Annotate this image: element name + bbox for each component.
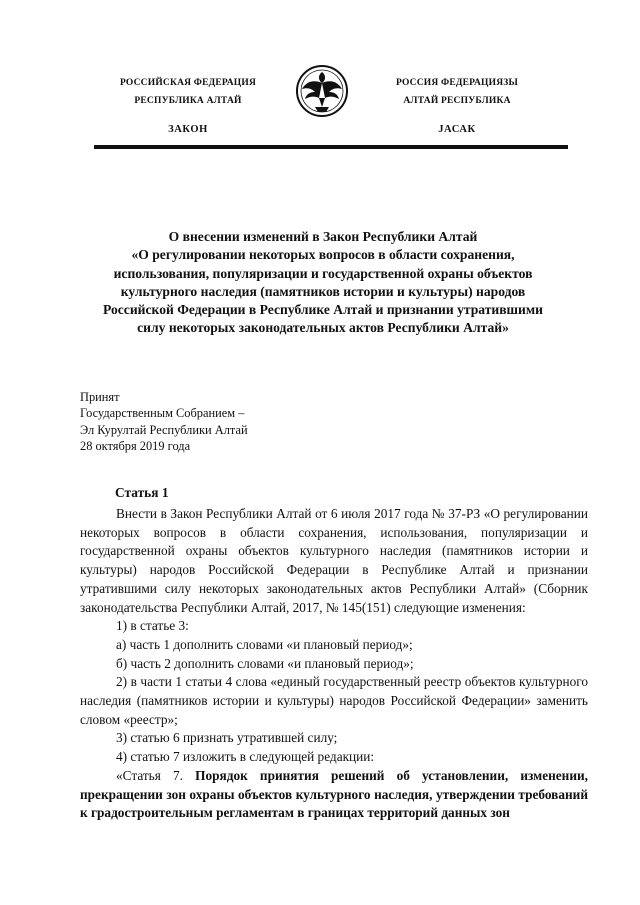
adoption-line: Эл Курултай Республики Алтай xyxy=(80,422,248,437)
amendment-item: 4) статью 7 изложить в следующей редакции: xyxy=(116,749,375,765)
law-title xyxy=(80,228,566,338)
article-body xyxy=(80,505,588,823)
article-intro: Внести в Закон Республики Алтай от 6 июля 2017 года № 37-РЗ «О регулировании некоторых вопросов в области сохранения, использования, популяризации и государственной охраны объектов культурного наследия (памятников истории и культуры) народов Российской Федерации в Республике Алтай и признании утратившими силу некоторых законодательных актов Республики Алтай» (Сборник законодательства Республики Алтай, 2017, № 145(151) следующие изменения: xyxy=(80,506,588,615)
new-article-text xyxy=(80,767,588,823)
amendment-item: 1) в статье 3: xyxy=(116,618,189,634)
amendment-item: 2) в части 1 статьи 4 слова «единый государственный реестр объектов культурного наследия (памятников истории и культуры) народов Российской Федерации» заменить словом «реестр»; xyxy=(80,674,588,727)
adoption-date: 28 октября 2019 года xyxy=(80,438,191,453)
law-title-line: «О регулировании некоторых вопросов в области сохранения, xyxy=(131,247,515,263)
header-right-republic: АЛТАЙ РЕСПУБЛИКА xyxy=(403,96,511,106)
header-left xyxy=(103,74,273,139)
header-divider xyxy=(94,145,568,149)
amendment-subitem: б) часть 2 дополнить словами «и плановый период»; xyxy=(116,655,414,671)
header-left-country: РОССИЙСКАЯ ФЕДЕРАЦИЯ xyxy=(119,78,257,88)
law-title-line: культурного наследия (памятников истории и культуры) народов xyxy=(120,283,526,299)
article-heading: Статья 1 xyxy=(115,485,169,500)
law-title-line: Российской Федерации в Республике Алтай и признании утратившими xyxy=(103,302,543,318)
header-right-country: РОССИЯ ФЕДЕРАЦИЯЗЫ xyxy=(396,78,518,88)
adoption-block xyxy=(80,389,248,454)
adoption-line: Принят xyxy=(80,390,120,404)
header-left-republic: РЕСПУБЛИКА АЛТАЙ xyxy=(134,96,242,106)
law-title-line: силу некоторых законодательных актов Республики Алтай» xyxy=(137,320,509,336)
new-article-title: Порядок принятия решений об установлении, изменении, прекращении зон охраны объектов культурного наследия, утверждении требований к градостроительным регламентам в границах территорий данных зон xyxy=(80,767,588,821)
new-article-prefix: «Статья 7. xyxy=(116,767,196,783)
law-title-line: использования, популяризации и государственной охраны объектов xyxy=(113,265,533,281)
header-right xyxy=(372,74,542,139)
law-title-line: О внесении изменений в Закон Республики Алтай xyxy=(168,229,478,244)
header-right-doc-type: JАСАК xyxy=(438,124,476,135)
header-left-doc-type: ЗАКОН xyxy=(168,124,208,135)
coat-of-arms-icon xyxy=(295,63,349,121)
amendment-item: 3) статью 6 признать утратившей силу; xyxy=(116,730,338,746)
amendment-subitem: а) часть 1 дополнить словами «и плановый период»; xyxy=(116,636,413,652)
adoption-line: Государственным Собранием – xyxy=(80,406,245,421)
